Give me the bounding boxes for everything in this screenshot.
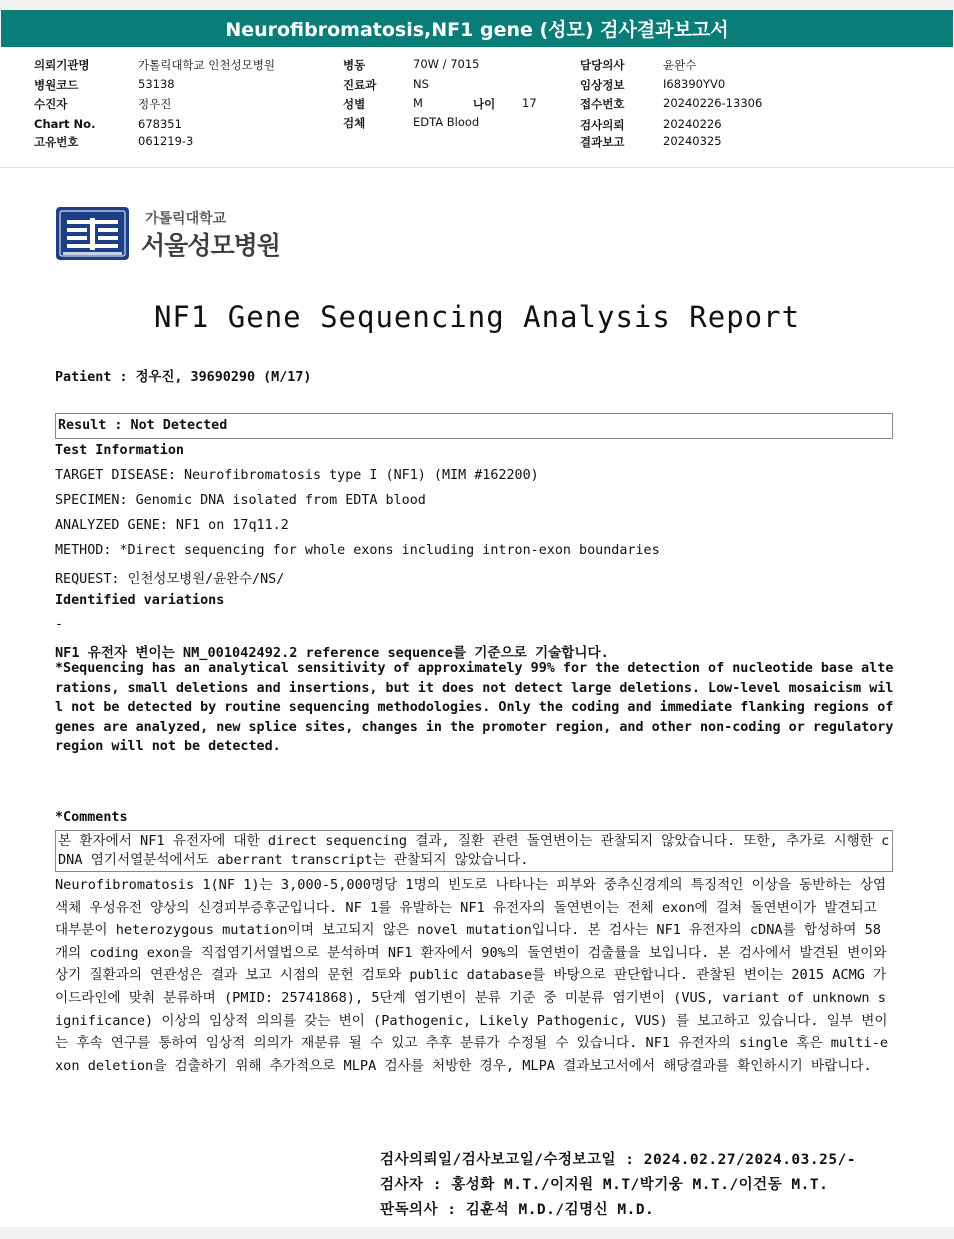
test-info-heading: Test Information — [55, 443, 184, 458]
value-receipt-no: 20240226-13306 — [663, 96, 763, 110]
comment-body: Neurofibromatosis 1(NF 1)는 3,000-5,000명당 1명의 빈도로 나타나는 피부와 중추신경계의 특징적인 이상을 동반하는 상염색체 우성유전 양상의 신경피부증후군입니다. NF 1를 유발하는 NF1 유전자의 돌연변이는 전체 exon에 걸쳐 돌연변이가 발견되고 대부분이 heterozygous mutation이며 보고되지 않은 novel mutation입니다. 본 검사는 NF1 유전자의 cDNA를 합성하여 58개의 coding exon을 직접염기서열법으로 분석하며 NF1 환자에서 90%의 돌연변이 검출률을 보입니다. 본 검사에서 발견된 변이와 상기 질환과의 연관성은 결과 보고 시점의 문헌 검토와 public database를 바탕으로 판단합니다. 관찰된 변이는 2015 ACMG 가이드라인에 맞춰 분류하며 (PMID: 25741868), 5단계 염기변이 분류 기준 중 미분류 염기변이 (VUS, variant of unknown significance) 이상의 임상적 의의를 갖는 변이 (Pathogenic, Likely Pathogenic, VUS) 를 보고하고 있습니다. 일부 변이는 후속 연구를 통하여 임상적 의의가 재분류 될 수 있고 추후 분류가 수정될 수 있습니다. NF1 유전자의 single 혹은 multi-exon deletion을 검출하기 위해 추가적으로 MLPA 검사를 처방한 경우, MLPA 결과보고서에서 해당결과를 확인하시기 바랍니다. — [55, 877, 889, 1074]
analyzed-gene: ANALYZED GENE: NF1 on 17q11.2 — [55, 518, 289, 533]
label-unique-no: 고유번호 — [34, 135, 79, 149]
request-line: REQUEST: 인천성모병원/윤완수/NS/ — [55, 572, 285, 587]
value-doctor: 윤완수 — [663, 58, 697, 72]
specimen-line: SPECIMEN: Genomic DNA isolated from EDTA blood — [55, 493, 426, 508]
logo-hospital-name: 서울성모병원 — [141, 231, 280, 260]
request-info-header — [0, 47, 954, 167]
hospital-logo — [55, 206, 295, 266]
comments-heading: *Comments — [55, 810, 128, 825]
patient-line: Patient : 정우진, 39690290 (M/17) — [55, 370, 312, 385]
value-ward: 70W / 7015 — [413, 57, 480, 71]
value-hospital-code: 53138 — [138, 77, 175, 91]
report-banner — [1, 10, 953, 47]
label-sex: 성별 — [343, 97, 366, 111]
result-text: Result : Not Detected — [58, 418, 228, 433]
value-sex: M — [413, 96, 423, 110]
report-paper — [0, 167, 954, 1227]
value-age: 17 — [522, 96, 537, 110]
label-hospital-code: 병원코드 — [34, 78, 79, 92]
label-report-date: 결과보고 — [580, 135, 625, 149]
target-disease: TARGET DISEASE: Neurofibromatosis type I (NF1) (MIM #162200) — [55, 468, 539, 483]
report-dates: 검사의뢰일/검사보고일/수정보고일 : 2024.02.27/2024.03.25/- — [380, 1152, 857, 1168]
sensitivity-note: *Sequencing has an analytical sensitivity of approximately 99% for the detection of nucleotide base alterations, small deletions and insertions, but it does not detect large deletions. Low-level mosaicism will not be detected by routine sequencing methodologies. Only the coding and immediate flanking regions of genes are analyzed, new splice sites, changes in the promoter region, and other non-coding or regulatory region will not be detected. — [55, 661, 894, 755]
label-specimen: 검체 — [343, 116, 366, 130]
label-age: 나이 — [473, 97, 496, 111]
method-line: METHOD: *Direct sequencing for whole exons including intron-exon boundaries — [55, 543, 660, 558]
hospital-emblem-icon — [55, 206, 130, 261]
label-patient: 수진자 — [34, 97, 68, 111]
value-requesting-institution: 가톨릭대학교 인천성모병원 — [138, 58, 275, 72]
report-title: NF1 Gene Sequencing Analysis Report — [153, 300, 801, 334]
label-request-date: 검사의뢰 — [580, 118, 625, 132]
value-clinical-info: I68390YV0 — [663, 77, 726, 91]
label-chart-no: Chart No. — [34, 117, 96, 131]
label-clinical-info: 임상정보 — [580, 78, 625, 92]
value-patient: 정우진 — [138, 97, 172, 111]
value-request-date: 20240226 — [663, 117, 722, 131]
label-ward: 병동 — [343, 58, 366, 72]
result-box — [55, 413, 893, 439]
comment-box: 본 환자에서 NF1 유전자에 대한 direct sequencing 결과, 질환 관련 돌연변이는 관찰되지 않았습니다. 또한, 추가로 시행한 cDNA 염기서열분석에서도 aberrant transcript는 관찰되지 않았습니다. — [55, 830, 893, 872]
reading-physicians: 판독의사 : 김훈석 M.D./김명신 M.D. — [380, 1202, 655, 1218]
value-specimen: EDTA Blood — [413, 115, 480, 129]
variations-heading: Identified variations — [55, 593, 225, 608]
label-receipt-no: 접수번호 — [580, 97, 625, 111]
value-unique-no: 061219-3 — [138, 134, 194, 148]
logo-university-name: 가톨릭대학교 — [145, 211, 227, 227]
label-doctor: 담당의사 — [580, 58, 625, 72]
label-department: 진료과 — [343, 78, 377, 92]
value-report-date: 20240325 — [663, 134, 722, 148]
label-requesting-institution: 의뢰기관명 — [34, 58, 90, 72]
banner-title: Neurofibromatosis,NF1 gene (성모) 검사결과보고서 — [225, 19, 729, 41]
variations-value: - — [55, 617, 64, 632]
examiners: 검사자 : 홍성화 M.T./이지원 M.T/박기웅 M.T./이건동 M.T. — [380, 1177, 829, 1193]
value-chart-no: 678351 — [138, 117, 182, 131]
value-department: NS — [413, 77, 429, 91]
reference-note: NF1 유전자 변이는 NM_001042492.2 reference sequence를 기준으로 기술합니다. — [55, 645, 609, 661]
